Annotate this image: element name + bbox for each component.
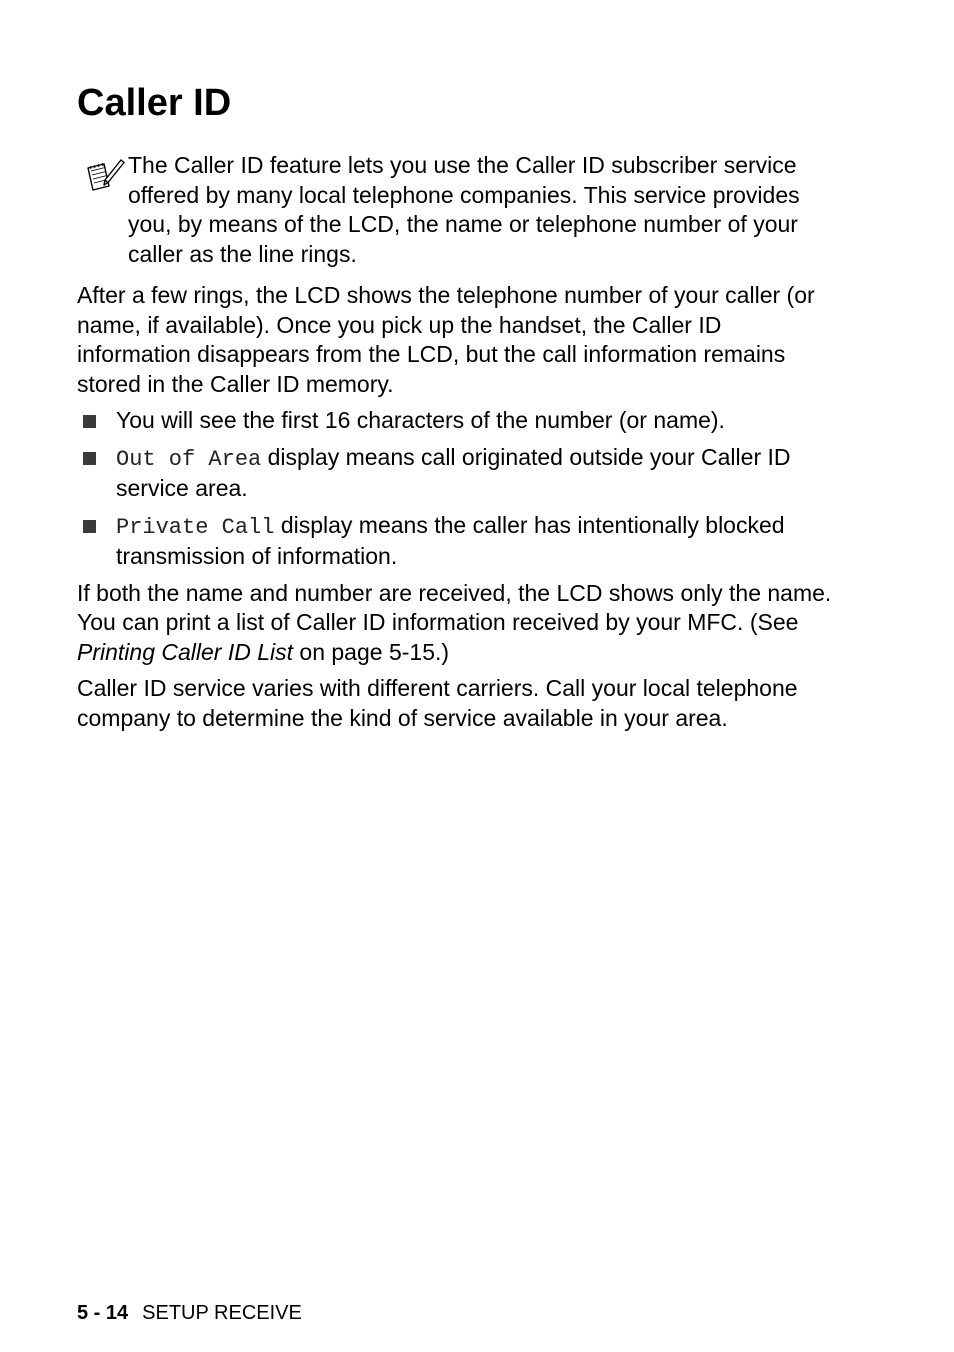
intro-paragraph: After a few rings, the LCD shows the telephone number of your caller (or name, if available). Once you pick up the handset, the Caller ID information disappears from the LCD, but the call information remains stored in the Caller ID memory. [77, 282, 815, 397]
section-name: SETUP RECEIVE [142, 1302, 302, 1324]
note-text: The Caller ID feature lets you use the Caller ID subscriber service offered by many local telephone companies. This service provides you, by means of the LCD, the name or telephone number of your caller as the line rings. [128, 152, 800, 267]
square-bullet-icon [83, 415, 96, 428]
notepad-pencil-icon [85, 155, 125, 195]
cross-reference: Printing Caller ID List [77, 638, 294, 665]
bullet-item [77, 443, 837, 504]
bullet-item [77, 511, 837, 572]
note-box [77, 151, 837, 269]
page-title: Caller ID [77, 82, 232, 124]
bullet-text: You will see the first 16 characters of the number (or name). [116, 407, 725, 433]
page-number: 5 - 14 [77, 1302, 129, 1324]
lcd-message: Out of Area [116, 446, 262, 472]
bullet-item [77, 406, 837, 436]
paragraph-text: on page 5-15.) [293, 638, 450, 665]
bullet-text: display means call originated outside your Caller ID service area. [116, 443, 791, 501]
name-number-paragraph [77, 579, 837, 668]
lcd-message: Private Call [116, 514, 275, 540]
square-bullet-icon [83, 520, 96, 533]
square-bullet-icon [83, 452, 96, 465]
bullet-text: display means the caller has intentionally blocked transmission of information. [116, 511, 785, 569]
page-footer [77, 1300, 302, 1326]
body-content [77, 281, 837, 740]
carriers-paragraph: Caller ID service varies with different carriers. Call your local telephone company to determine the kind of service available in your area. [77, 675, 798, 731]
paragraph-text: If both the name and number are received, the LCD shows only the name. You can print a list of Caller ID information received by your MFC. (See [77, 579, 832, 635]
bullet-list [77, 406, 837, 572]
